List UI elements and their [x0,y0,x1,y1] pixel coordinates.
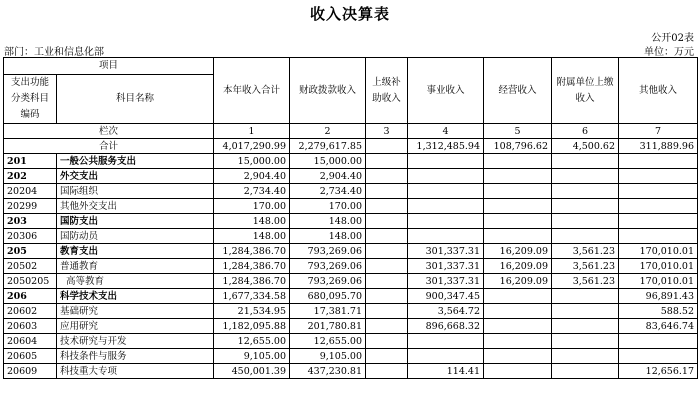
department-label: 部门：工业和信息化部 [4,47,104,58]
row-value [552,349,619,364]
total-value: 311,889.96 [619,139,698,154]
row-value [366,229,408,244]
row-value [366,244,408,259]
col-header-superior: 上级补助收入 [366,58,408,124]
table-row [4,229,698,244]
row-value [552,364,619,379]
row-value: 793,269.06 [290,259,366,274]
unit-label: 单位：万元 [644,47,694,58]
row-code: 2050205 [4,274,57,289]
row-name: 国防动员 [57,229,214,244]
row-value: 437,230.81 [290,364,366,379]
row-value [484,199,552,214]
code-header: 支出功能分类科目编码 [4,75,57,124]
project-header: 项目 [4,58,214,75]
row-value [619,184,698,199]
row-value [366,154,408,169]
row-value [366,214,408,229]
row-value [619,199,698,214]
table-row [4,184,698,199]
row-value: 148.00 [214,214,290,229]
row-value [552,184,619,199]
name-header: 科目名称 [57,75,214,124]
column-number: 3 [366,124,408,139]
row-value [552,289,619,304]
row-value: 148.00 [290,214,366,229]
col-header-total: 本年收入合计 [214,58,290,124]
row-name: 国际组织 [57,184,214,199]
row-value [366,349,408,364]
table-row [4,259,698,274]
row-code: 20604 [4,334,57,349]
row-value: 1,182,095.88 [214,319,290,334]
row-value [552,214,619,229]
row-value: 16,209.09 [484,274,552,289]
row-value: 148.00 [290,229,366,244]
row-value: 896,668.32 [408,319,484,334]
row-value [484,319,552,334]
row-value: 9,105.00 [290,349,366,364]
total-value: 4,500.62 [552,139,619,154]
total-value: 2,279,617.85 [290,139,366,154]
row-value: 12,655.00 [214,334,290,349]
row-code: 20602 [4,304,57,319]
row-value [484,184,552,199]
row-value [484,364,552,379]
row-value [484,304,552,319]
row-value [619,334,698,349]
row-value: 9,105.00 [214,349,290,364]
col-header-business: 事业收入 [408,58,484,124]
row-name: 外交支出 [57,169,214,184]
row-code: 20609 [4,364,57,379]
row-value [366,334,408,349]
row-value [408,214,484,229]
row-value [552,229,619,244]
row-value [408,334,484,349]
row-code: 202 [4,169,57,184]
row-value: 16,209.09 [484,259,552,274]
row-value: 12,656.17 [619,364,698,379]
row-value: 170.00 [290,199,366,214]
row-value [408,229,484,244]
row-value: 1,284,386.70 [214,244,290,259]
row-value [366,169,408,184]
row-value [484,214,552,229]
table-row [4,169,698,184]
row-value [619,349,698,364]
table-row [4,199,698,214]
row-value: 1,284,386.70 [214,274,290,289]
row-name: 科技条件与服务 [57,349,214,364]
row-value [619,154,698,169]
total-value: 108,796.62 [484,139,552,154]
row-value: 900,347.45 [408,289,484,304]
row-value: 680,095.70 [290,289,366,304]
row-value [484,229,552,244]
row-name: 高等教育 [57,274,214,289]
row-value: 114.41 [408,364,484,379]
table-row [4,349,698,364]
row-value: 201,780.81 [290,319,366,334]
row-value [366,364,408,379]
row-name: 国防支出 [57,214,214,229]
column-number-row [4,124,698,139]
row-value: 83,646.74 [619,319,698,334]
row-value [619,214,698,229]
row-code: 205 [4,244,57,259]
total-value [366,139,408,154]
row-value [408,199,484,214]
row-code: 20502 [4,259,57,274]
row-code: 20299 [4,199,57,214]
total-row [4,139,698,154]
row-value: 16,209.09 [484,244,552,259]
col-header-fiscal: 财政拨款收入 [290,58,366,124]
row-value [366,304,408,319]
row-value [408,349,484,364]
row-value: 2,734.40 [214,184,290,199]
row-value [552,199,619,214]
table-row [4,289,698,304]
row-code: 201 [4,154,57,169]
row-value: 588.52 [619,304,698,319]
row-code: 203 [4,214,57,229]
row-value [484,154,552,169]
row-value [619,169,698,184]
row-value: 170.00 [214,199,290,214]
row-value: 170,010.01 [619,274,698,289]
row-value [408,154,484,169]
row-value [366,274,408,289]
row-code: 20605 [4,349,57,364]
row-value [552,319,619,334]
table-row [4,319,698,334]
row-value: 15,000.00 [214,154,290,169]
table-row [4,154,698,169]
row-value [366,199,408,214]
col-header-other: 其他收入 [619,58,698,124]
row-value [366,259,408,274]
table-row [4,304,698,319]
column-number: 7 [619,124,698,139]
row-code: 20306 [4,229,57,244]
row-code: 20603 [4,319,57,334]
row-name: 教育支出 [57,244,214,259]
row-value: 301,337.31 [408,244,484,259]
column-number: 6 [552,124,619,139]
table-row [4,244,698,259]
total-label: 合计 [4,139,214,154]
row-value [366,184,408,199]
column-number: 2 [290,124,366,139]
row-name: 一般公共服务支出 [57,154,214,169]
row-value: 2,734.40 [290,184,366,199]
row-value: 15,000.00 [290,154,366,169]
row-value: 1,284,386.70 [214,259,290,274]
row-name: 其他外交支出 [57,199,214,214]
total-value: 4,017,290.99 [214,139,290,154]
table-row [4,364,698,379]
row-name: 科学技术支出 [57,289,214,304]
row-value: 793,269.06 [290,274,366,289]
row-value: 170,010.01 [619,259,698,274]
page-title: 收入决算表 [309,5,390,23]
row-value: 17,381.71 [290,304,366,319]
row-value: 170,010.01 [619,244,698,259]
row-value [484,169,552,184]
row-value: 3,561.23 [552,274,619,289]
row-value: 450,001.39 [214,364,290,379]
row-value [408,169,484,184]
row-value: 301,337.31 [408,259,484,274]
row-value: 12,655.00 [290,334,366,349]
total-value: 1,312,485.94 [408,139,484,154]
row-value: 3,561.23 [552,259,619,274]
row-value [408,184,484,199]
row-value [552,334,619,349]
row-value: 21,534.95 [214,304,290,319]
row-value [552,304,619,319]
row-value [366,289,408,304]
row-value: 301,337.31 [408,274,484,289]
row-value [366,319,408,334]
row-value: 2,904.40 [290,169,366,184]
column-number-label: 栏次 [4,124,214,139]
row-name: 技术研究与开发 [57,334,214,349]
row-value [484,349,552,364]
col-header-affiliated: 附属单位上缴收入 [552,58,619,124]
income-table [3,57,698,379]
row-code: 206 [4,289,57,304]
row-value [552,169,619,184]
form-number: 公开02表 [651,33,694,44]
row-name: 基础研究 [57,304,214,319]
row-value: 793,269.06 [290,244,366,259]
row-value: 3,564.72 [408,304,484,319]
table-row [4,274,698,289]
column-number: 1 [214,124,290,139]
row-name: 应用研究 [57,319,214,334]
table-row [4,334,698,349]
row-value: 96,891.43 [619,289,698,304]
column-number: 4 [408,124,484,139]
row-name: 科技重大专项 [57,364,214,379]
row-value: 1,677,334.58 [214,289,290,304]
table-row [4,214,698,229]
row-code: 20204 [4,184,57,199]
row-name: 普通教育 [57,259,214,274]
row-value: 148.00 [214,229,290,244]
row-value [484,289,552,304]
row-value [484,334,552,349]
row-value: 2,904.40 [214,169,290,184]
column-number: 5 [484,124,552,139]
row-value [619,229,698,244]
row-value: 3,561.23 [552,244,619,259]
row-value [552,154,619,169]
col-header-operating: 经营收入 [484,58,552,124]
